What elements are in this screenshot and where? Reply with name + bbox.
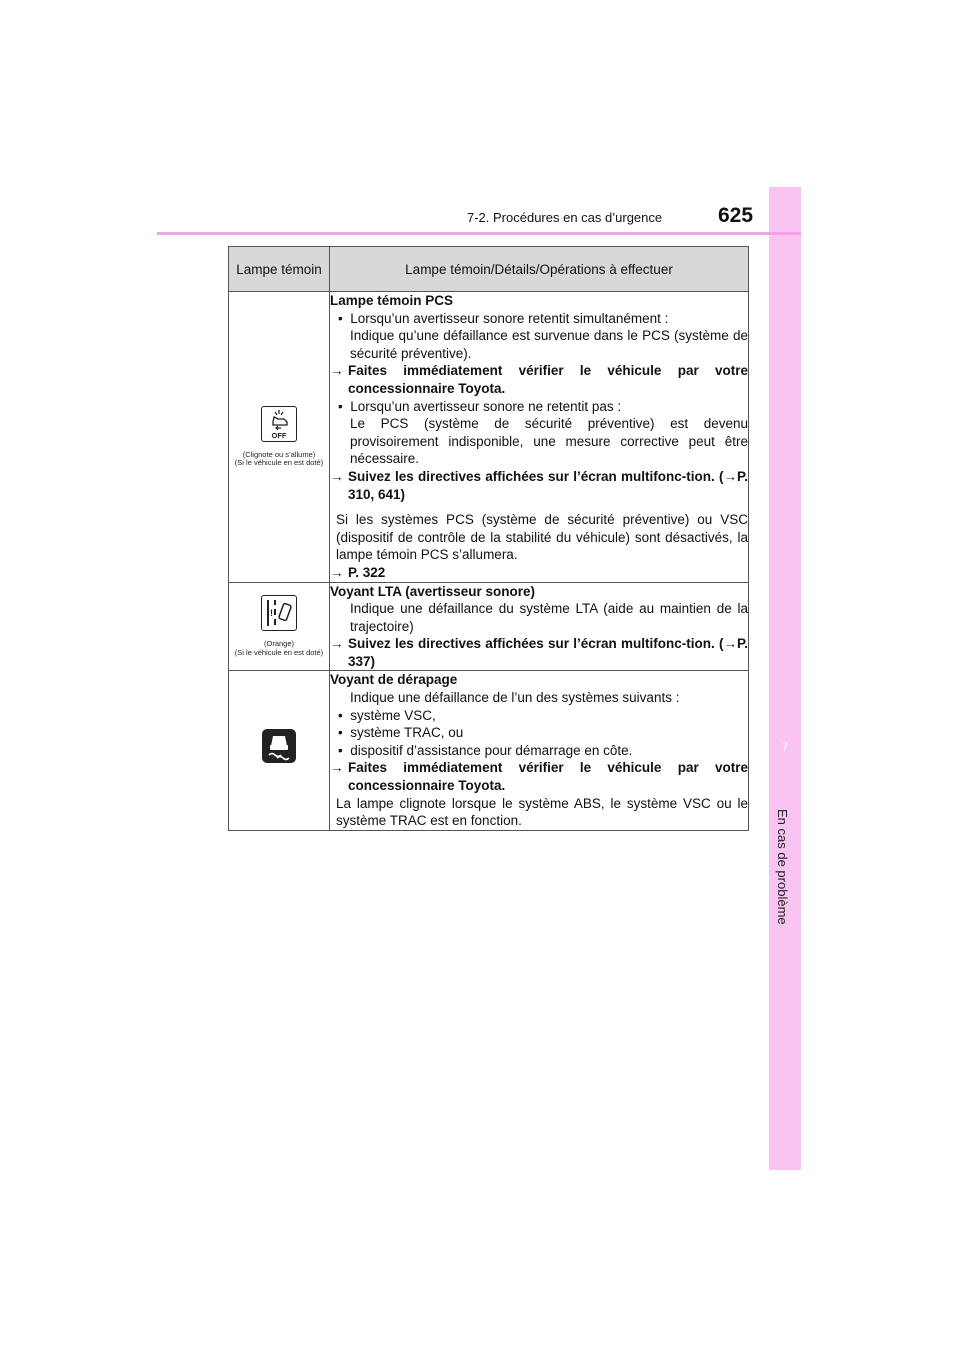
detail-text: Indique une défaillance du système LTA (aide au maintien de la trajectoire) xyxy=(350,601,748,634)
note-text: Si les systèmes PCS (système de sécurité préventive) ou VSC (dispositif de contrôle de la stabilité du véhicule) sont désactivés, la lampe témoin PCS s’allumera. xyxy=(336,512,748,563)
chapter-side-tab xyxy=(769,187,801,1170)
detail-text: Indique une défaillance de l’un des systèmes suivants : xyxy=(350,690,680,706)
icon-note: (Si le véhicule en est doté) xyxy=(234,647,324,657)
note-text: La lampe clignote lorsque le système ABS, le système VSC ou le système TRAC est en fonction. xyxy=(336,795,748,829)
action-text: → Suivez les directives affichées sur l’écran multifonc-tion. (→P. 310, 641) xyxy=(330,468,748,502)
bullet-detail: Indique qu’une défaillance est survenue dans le PCS (système de sécurité préventive). xyxy=(350,328,748,361)
bullet-item: • Lorsqu’un avertisseur sonore retentit simultanément : xyxy=(338,310,669,326)
icon-note: (Si le véhicule en est doté) xyxy=(234,458,324,468)
details-cell xyxy=(330,671,749,830)
row-title: Voyant LTA (avertisseur sonore) xyxy=(330,583,536,599)
details-cell xyxy=(330,292,749,583)
action-text: → Faites immédiatement vérifier le véhicule par votre concessionnaire Toyota. xyxy=(330,760,748,794)
svg-text:!: ! xyxy=(270,608,273,619)
icon-note: (Clignote ou s’allume) xyxy=(242,449,316,459)
icon-note: (Orange) xyxy=(263,639,294,649)
slip-indicator-icon xyxy=(262,729,296,763)
chapter-number: 7 xyxy=(781,740,789,754)
table-row xyxy=(229,582,749,671)
lta-lane-warning-icon xyxy=(261,595,297,631)
icon-cell xyxy=(229,292,330,583)
icon-cell xyxy=(229,671,330,830)
icon-cell xyxy=(229,582,330,671)
row-title: Lampe témoin PCS xyxy=(330,293,454,308)
svg-text:OFF: OFF xyxy=(271,430,287,440)
action-text: → Suivez les directives affichées sur l’écran multifonc-tion. (→P. 337) xyxy=(330,636,748,669)
warning-lights-table xyxy=(228,246,749,831)
table-header-row xyxy=(229,247,749,292)
column-header-lamp: Lampe témoin xyxy=(229,247,330,292)
page-reference: → P. 322 xyxy=(330,564,386,580)
column-header-details: Lampe témoin/Détails/Opérations à effectuer xyxy=(330,247,749,292)
pcs-off-warning-icon xyxy=(261,406,297,442)
table-row xyxy=(229,292,749,583)
row-title: Voyant de dérapage xyxy=(330,672,458,688)
table-row xyxy=(229,671,749,830)
action-text: → Faites immédiatement vérifier le véhicule par votre concessionnaire Toyota. xyxy=(330,363,748,396)
bullet-item: • Lorsqu’un avertisseur sonore ne retentit pas : xyxy=(338,398,622,414)
header-rule xyxy=(157,232,801,235)
bullet-detail: Le PCS (système de sécurité préventive) est devenu provisoirement indisponible, une mesure corrective peut être nécessaire. xyxy=(350,416,748,467)
section-title: 7-2. Procédures en cas d’urgence xyxy=(467,210,663,225)
bullet-item: • système VSC, xyxy=(338,707,436,723)
page-number: 625 xyxy=(718,204,754,227)
chapter-title: En cas de problème xyxy=(775,809,790,925)
details-cell xyxy=(330,582,749,671)
bullet-item: • système TRAC, ou xyxy=(338,725,464,741)
bullet-item: • dispositif d’assistance pour démarrage en côte. xyxy=(338,742,633,758)
